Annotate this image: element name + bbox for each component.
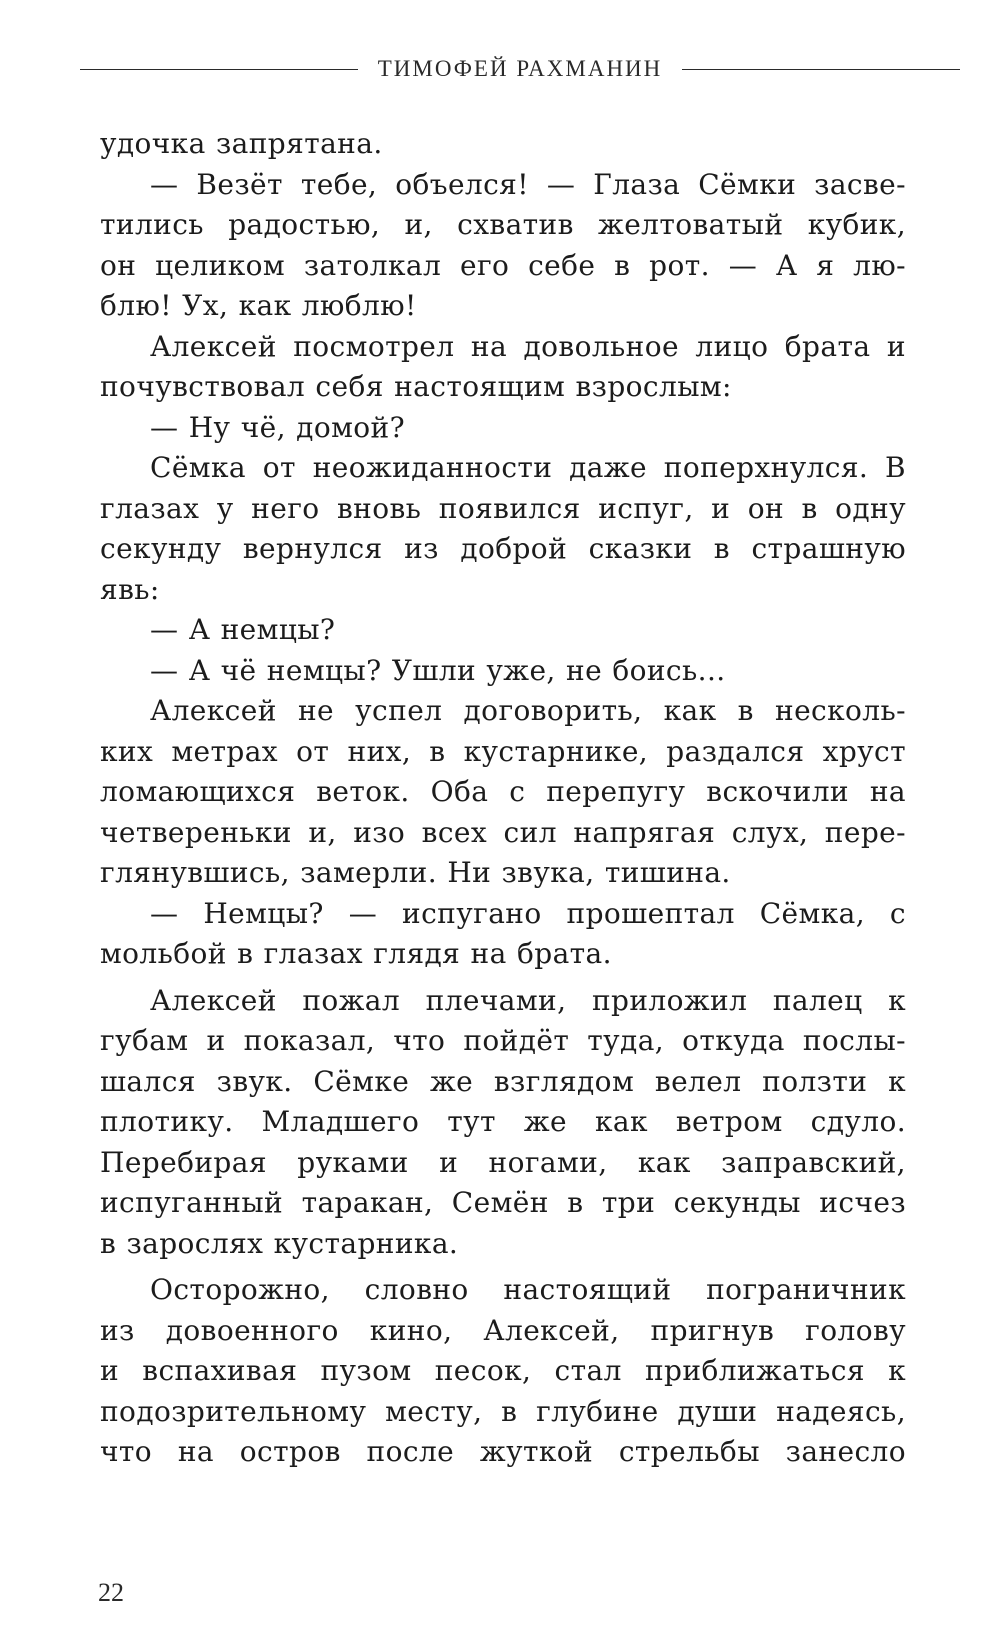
text-line: четвереньки и, изо всех сил напрягая слух, пере- — [100, 815, 906, 849]
text-line: в зарослях кустарника. — [100, 1226, 459, 1260]
text-line: — Ну чё, домой? — [150, 410, 405, 444]
text-line: что на остров после жуткой стрельбы занесло — [100, 1435, 906, 1468]
text-line: Алексей не успел договорить, как в несколь- — [150, 694, 906, 727]
text-line: — Немцы? — испугано прошептал Сёмка, с — [150, 896, 906, 930]
body-text — [100, 124, 906, 1473]
text-line: шался звук. Сёмке же взглядом велел ползти к — [100, 1064, 906, 1098]
header-rule-left — [80, 69, 358, 70]
text-line: ломающихся веток. Оба с перепугу вскочили на — [100, 775, 906, 808]
text-line: удочка запрятана. — [100, 127, 383, 160]
text-line: Алексей пожал плечами, приложил палец к — [150, 983, 906, 1017]
running-title: ТИМОФЕЙ РАХМАНИН — [377, 56, 663, 81]
text-line: — А немцы? — [150, 613, 336, 646]
text-line: секунду вернулся из доброй сказки в страшную — [100, 532, 906, 565]
text-line: мольбой в глазах глядя на брата. — [100, 937, 612, 970]
text-line: Перебирая руками и ногами, как заправский, — [100, 1145, 906, 1179]
text-line: ких метрах от них, в кустарнике, раздался хруст — [100, 734, 906, 768]
text-line: из довоенного кино, Алексей, пригнув голову — [100, 1313, 906, 1347]
text-line: губам и показал, что пойдёт туда, откуда послы- — [100, 1024, 906, 1057]
text-line: явь: — [100, 572, 160, 606]
text-line: Сёмка от неожиданности даже поперхнулся. В — [150, 451, 906, 484]
text-line: глянувшись, замерли. Ни звука, тишина. — [100, 856, 731, 889]
text-line: — А чё немцы? Ушли уже, не боись... — [150, 653, 726, 687]
text-line: испуганный таракан, Семён в три секунды исчез — [100, 1186, 906, 1219]
text-line: — Везёт тебе, объелся! — Глаза Сёмки засве- — [150, 167, 906, 201]
text-line: он целиком затолкал его себе в рот. — А я лю- — [100, 248, 906, 282]
running-header — [80, 56, 960, 82]
text-line: глазах у него вновь появился испуг, и он в одну — [100, 491, 906, 525]
text-line: и вспахивая пузом песок, стал приближаться к — [100, 1354, 906, 1387]
text-line: подозрительному месту, в глубине души надеясь, — [100, 1394, 906, 1428]
page-number: 22 — [98, 1578, 124, 1607]
text-line: Алексей посмотрел на довольное лицо брата и — [150, 329, 906, 363]
text-line: плотику. Младшего тут же как ветром сдуло. — [100, 1105, 906, 1138]
text-line: Осторожно, словно настоящий пограничник — [150, 1273, 906, 1306]
text-line: блю! Ух, как люблю! — [100, 289, 417, 322]
text-line: тились радостью, и, схватив желтоватый кубик, — [100, 208, 906, 241]
header-rule-right — [682, 69, 960, 70]
text-line: почувствовал себя настоящим взрослым: — [100, 370, 732, 403]
